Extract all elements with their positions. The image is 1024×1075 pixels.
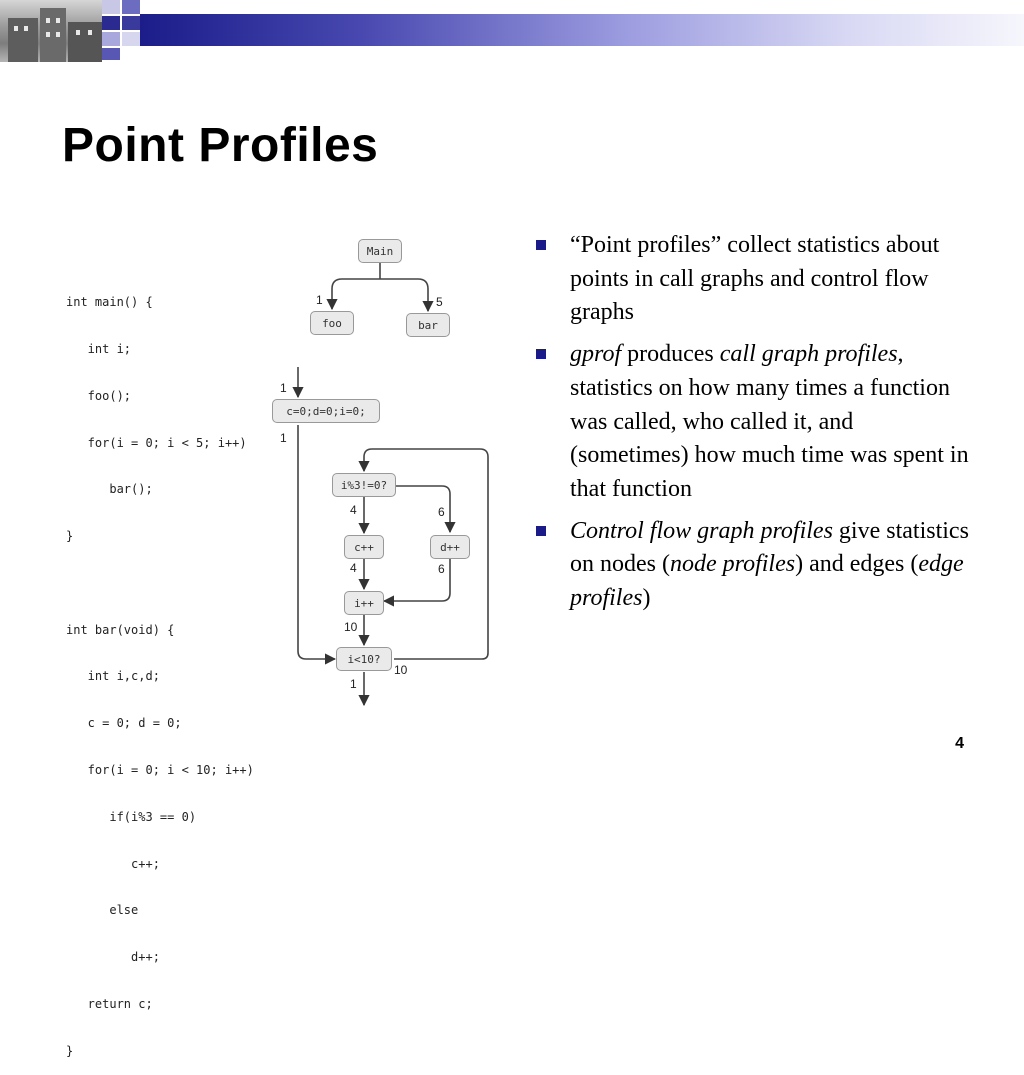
code-line: return c;: [66, 996, 153, 1011]
header-building-photo: [0, 0, 102, 62]
edge-label-main-foo: 1: [316, 293, 323, 307]
bullet-text-italic: node profiles: [669, 551, 796, 578]
code-line: bar();: [66, 482, 153, 497]
code-line: for(i = 0; i < 5; i++): [66, 435, 247, 450]
node-iinc: i++: [344, 591, 384, 615]
edge-label-exit: 1: [350, 677, 357, 691]
edge-label-dinc-iinc: 6: [438, 562, 445, 576]
edge-label-cond-dinc: 6: [438, 505, 445, 519]
code-line: for(i = 0; i < 10; i++): [66, 763, 254, 777]
node-main: Main: [358, 239, 402, 263]
code-line: d++;: [66, 950, 160, 965]
code-line: int i;: [66, 341, 132, 356]
edge-label-iinc-loop: 10: [344, 620, 358, 634]
bullet-text: , statistics on how many times a function was called, who called it, and (sometimes) how much time was spent in that function: [570, 341, 975, 502]
bullet-item: [536, 338, 976, 507]
bullet-square-icon: [536, 240, 546, 250]
header-square-5: [102, 32, 120, 46]
bullet-text: “Point profiles” collect statistics about points in call graphs and control flow graphs: [570, 232, 940, 326]
bullet-text: give statistics on nodes (: [570, 517, 975, 578]
node-foo: foo: [310, 311, 354, 335]
header-square-6: [122, 32, 140, 46]
edge-label-cond-cinc: 4: [350, 503, 357, 517]
bullet-text-italic: Control flow graph profiles: [570, 517, 833, 544]
profile-graph: [270, 225, 500, 710]
header-square-1: [102, 0, 120, 14]
edge-init-loop: [298, 425, 335, 659]
bullet-item: [536, 515, 976, 616]
edge-main-foo: [332, 279, 380, 309]
bullet-square-icon: [536, 349, 546, 359]
bullet-text-italic: gprof: [570, 341, 622, 368]
bullet-text-italic: edge profiles: [570, 551, 964, 612]
bullet-square-icon: [536, 526, 546, 536]
node-cinc: c++: [344, 535, 384, 559]
code-line: else: [66, 903, 139, 918]
code-line: foo();: [66, 388, 132, 403]
code-line: int main() {: [66, 295, 153, 310]
header-gradient-bar: [140, 14, 1024, 46]
node-dinc: d++: [430, 535, 470, 559]
bullet-text: ) and edges (: [795, 551, 919, 578]
code-line: int bar(void) {: [66, 622, 175, 637]
code-line: [66, 576, 254, 592]
edge-label-init-out: 1: [280, 431, 287, 445]
code-line: }: [66, 1043, 74, 1058]
code-listing: [66, 264, 254, 1075]
edge-label-main-bar: 5: [436, 295, 443, 309]
header-square-4: [122, 16, 140, 30]
node-bar: bar: [406, 313, 450, 337]
code-line: }: [66, 529, 74, 544]
bullet-list: [536, 229, 976, 624]
bullet-text: ): [642, 585, 651, 612]
node-loop: i<10?: [336, 647, 392, 671]
code-line: c = 0; d = 0;: [66, 716, 182, 731]
bullet-item: [536, 229, 976, 330]
node-init: c=0;d=0;i=0;: [272, 399, 380, 423]
header-square-7: [102, 48, 120, 60]
bullet-text-italic: call graph profiles: [719, 341, 898, 368]
edge-label-entry: 1: [280, 381, 287, 395]
graph-edges: [270, 225, 500, 710]
header-square-3: [102, 16, 120, 30]
code-line: c++;: [66, 856, 160, 871]
page-number: 4: [955, 735, 964, 752]
code-line: if(i%3 == 0): [66, 809, 197, 824]
node-cond: i%3!=0?: [332, 473, 396, 497]
bullet-text: produces: [621, 341, 720, 368]
slide-title: Point Profiles: [62, 119, 379, 172]
code-line: int i,c,d;: [66, 669, 160, 684]
edge-label-loop-back: 10: [394, 663, 408, 677]
edge-main-bar: [380, 279, 428, 311]
header-square-2: [122, 0, 140, 14]
edge-label-cinc-iinc: 4: [350, 561, 357, 575]
